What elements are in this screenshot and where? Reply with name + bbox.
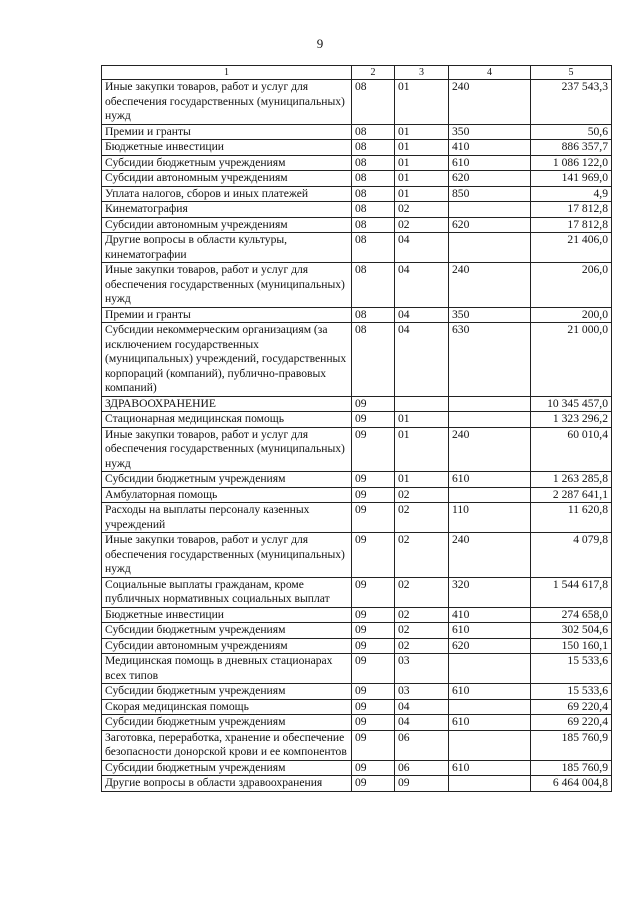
row-amount: 69 220,4 <box>531 699 612 715</box>
row-amount: 4 079,8 <box>531 533 612 578</box>
row-name: Премии и гранты <box>102 124 352 140</box>
table-row <box>102 684 612 700</box>
row-name: Субсидии некоммерческим организациям (за исключением государственных (муниципальных) учреждений, государственных корпораций (компаний), публично-правовых компаний) <box>102 323 352 397</box>
table-row <box>102 323 612 397</box>
column-header-name: 1 <box>102 66 352 80</box>
row-section: 08 <box>352 263 395 308</box>
column-header-amount: 5 <box>531 66 612 80</box>
row-name: Уплата налогов, сборов и иных платежей <box>102 186 352 202</box>
table-row <box>102 412 612 428</box>
column-header-subsection: 3 <box>395 66 449 80</box>
table-row <box>102 80 612 125</box>
page-number: 9 <box>316 36 324 51</box>
row-name: Иные закупки товаров, работ и услуг для обеспечения государственных (муниципальных) нужд <box>102 427 352 472</box>
table-row <box>102 503 612 533</box>
row-amount: 274 658,0 <box>531 607 612 623</box>
row-subsection: 03 <box>395 654 449 684</box>
row-name: Субсидии автономным учреждениям <box>102 171 352 187</box>
table-row <box>102 202 612 218</box>
row-section: 08 <box>352 140 395 156</box>
table-row <box>102 715 612 731</box>
row-expense-type: 610 <box>449 472 531 488</box>
row-subsection: 01 <box>395 124 449 140</box>
table-row <box>102 776 612 792</box>
row-subsection: 02 <box>395 577 449 607</box>
row-amount: 1 086 122,0 <box>531 155 612 171</box>
row-section: 09 <box>352 577 395 607</box>
table-row <box>102 140 612 156</box>
row-section: 09 <box>352 487 395 503</box>
row-name: Другие вопросы в области культуры, кинематографии <box>102 233 352 263</box>
row-expense-type <box>449 412 531 428</box>
row-subsection: 02 <box>395 217 449 233</box>
row-amount: 60 010,4 <box>531 427 612 472</box>
row-expense-type: 410 <box>449 607 531 623</box>
row-expense-type <box>449 396 531 412</box>
row-name: Субсидии бюджетным учреждениям <box>102 623 352 639</box>
row-name: Субсидии бюджетным учреждениям <box>102 155 352 171</box>
row-subsection: 02 <box>395 533 449 578</box>
table-row <box>102 623 612 639</box>
row-expense-type: 320 <box>449 577 531 607</box>
row-section: 09 <box>352 760 395 776</box>
row-name: Заготовка, переработка, хранение и обеспечение безопасности донорской крови и ее компонентов <box>102 730 352 760</box>
row-expense-type: 240 <box>449 533 531 578</box>
row-name: Премии и гранты <box>102 307 352 323</box>
row-name: Субсидии бюджетным учреждениям <box>102 472 352 488</box>
row-expense-type <box>449 776 531 792</box>
row-section: 09 <box>352 699 395 715</box>
row-section: 08 <box>352 124 395 140</box>
row-name: Социальные выплаты гражданам, кроме публичных нормативных социальных выплат <box>102 577 352 607</box>
row-subsection: 04 <box>395 715 449 731</box>
budget-table <box>101 65 612 792</box>
row-section: 08 <box>352 171 395 187</box>
row-subsection: 02 <box>395 638 449 654</box>
row-expense-type <box>449 699 531 715</box>
table-row <box>102 186 612 202</box>
table-row <box>102 472 612 488</box>
row-name: Бюджетные инвестиции <box>102 140 352 156</box>
row-amount: 302 504,6 <box>531 623 612 639</box>
row-expense-type: 610 <box>449 760 531 776</box>
row-subsection: 01 <box>395 472 449 488</box>
row-amount: 185 760,9 <box>531 730 612 760</box>
row-subsection: 01 <box>395 186 449 202</box>
table-row <box>102 307 612 323</box>
table-row <box>102 607 612 623</box>
row-expense-type: 620 <box>449 217 531 233</box>
row-subsection: 01 <box>395 171 449 187</box>
table-row <box>102 155 612 171</box>
row-expense-type: 610 <box>449 155 531 171</box>
row-subsection: 02 <box>395 623 449 639</box>
row-section: 08 <box>352 323 395 397</box>
row-section: 09 <box>352 472 395 488</box>
row-section: 09 <box>352 654 395 684</box>
row-name: Скорая медицинская помощь <box>102 699 352 715</box>
row-amount: 886 357,7 <box>531 140 612 156</box>
table-row <box>102 233 612 263</box>
row-expense-type: 620 <box>449 171 531 187</box>
row-expense-type: 110 <box>449 503 531 533</box>
row-section: 09 <box>352 607 395 623</box>
row-subsection: 06 <box>395 730 449 760</box>
row-subsection: 02 <box>395 487 449 503</box>
row-section: 08 <box>352 80 395 125</box>
column-header-section: 2 <box>352 66 395 80</box>
row-amount: 237 543,3 <box>531 80 612 125</box>
row-expense-type <box>449 233 531 263</box>
table-row <box>102 396 612 412</box>
row-amount: 15 533,6 <box>531 684 612 700</box>
row-section: 09 <box>352 412 395 428</box>
row-amount: 17 812,8 <box>531 217 612 233</box>
row-section: 09 <box>352 396 395 412</box>
row-amount: 1 263 285,8 <box>531 472 612 488</box>
row-amount: 6 464 004,8 <box>531 776 612 792</box>
row-subsection: 09 <box>395 776 449 792</box>
row-section: 09 <box>352 776 395 792</box>
row-section: 09 <box>352 503 395 533</box>
table-row <box>102 577 612 607</box>
table-row <box>102 533 612 578</box>
row-name: Кинематография <box>102 202 352 218</box>
row-name: Бюджетные инвестиции <box>102 607 352 623</box>
row-amount: 15 533,6 <box>531 654 612 684</box>
row-amount: 2 287 641,1 <box>531 487 612 503</box>
row-amount: 21 406,0 <box>531 233 612 263</box>
row-name: Иные закупки товаров, работ и услуг для обеспечения государственных (муниципальных) нужд <box>102 533 352 578</box>
table-row <box>102 427 612 472</box>
row-amount: 1 544 617,8 <box>531 577 612 607</box>
row-subsection: 04 <box>395 699 449 715</box>
row-section: 09 <box>352 533 395 578</box>
row-subsection: 02 <box>395 607 449 623</box>
row-expense-type: 610 <box>449 684 531 700</box>
row-name: Субсидии бюджетным учреждениям <box>102 760 352 776</box>
row-name: Другие вопросы в области здравоохранения <box>102 776 352 792</box>
row-subsection: 04 <box>395 263 449 308</box>
row-name: Стационарная медицинская помощь <box>102 412 352 428</box>
row-amount: 69 220,4 <box>531 715 612 731</box>
row-expense-type: 350 <box>449 307 531 323</box>
row-subsection: 04 <box>395 233 449 263</box>
row-name: Расходы на выплаты персоналу казенных учреждений <box>102 503 352 533</box>
table-row <box>102 654 612 684</box>
row-expense-type: 630 <box>449 323 531 397</box>
row-expense-type: 410 <box>449 140 531 156</box>
row-expense-type: 610 <box>449 715 531 731</box>
row-expense-type: 350 <box>449 124 531 140</box>
row-subsection: 01 <box>395 427 449 472</box>
row-amount: 17 812,8 <box>531 202 612 218</box>
row-name: Иные закупки товаров, работ и услуг для обеспечения государственных (муниципальных) нужд <box>102 80 352 125</box>
column-header-expense-type: 4 <box>449 66 531 80</box>
row-section: 09 <box>352 427 395 472</box>
row-amount: 150 160,1 <box>531 638 612 654</box>
row-expense-type <box>449 487 531 503</box>
row-section: 08 <box>352 186 395 202</box>
row-subsection: 03 <box>395 684 449 700</box>
row-subsection: 01 <box>395 155 449 171</box>
table-row <box>102 730 612 760</box>
row-section: 08 <box>352 233 395 263</box>
row-section: 09 <box>352 730 395 760</box>
row-section: 08 <box>352 155 395 171</box>
row-name: Амбулаторная помощь <box>102 487 352 503</box>
row-name: Субсидии автономным учреждениям <box>102 217 352 233</box>
row-subsection: 06 <box>395 760 449 776</box>
row-section: 09 <box>352 684 395 700</box>
table-row <box>102 217 612 233</box>
row-section: 08 <box>352 202 395 218</box>
table-row <box>102 760 612 776</box>
table-row <box>102 487 612 503</box>
row-expense-type: 620 <box>449 638 531 654</box>
row-amount: 200,0 <box>531 307 612 323</box>
row-expense-type: 240 <box>449 263 531 308</box>
table-row <box>102 263 612 308</box>
row-expense-type: 610 <box>449 623 531 639</box>
row-amount: 141 969,0 <box>531 171 612 187</box>
row-expense-type <box>449 730 531 760</box>
row-amount: 50,6 <box>531 124 612 140</box>
row-section: 09 <box>352 715 395 731</box>
row-subsection <box>395 396 449 412</box>
row-name: Медицинская помощь в дневных стационарах всех типов <box>102 654 352 684</box>
row-subsection: 04 <box>395 307 449 323</box>
row-expense-type: 240 <box>449 80 531 125</box>
row-name: ЗДРАВООХРАНЕНИЕ <box>102 396 352 412</box>
table-header-row <box>102 66 612 80</box>
row-amount: 11 620,8 <box>531 503 612 533</box>
row-expense-type <box>449 654 531 684</box>
row-section: 09 <box>352 638 395 654</box>
row-expense-type <box>449 202 531 218</box>
row-name: Субсидии автономным учреждениям <box>102 638 352 654</box>
row-name: Субсидии бюджетным учреждениям <box>102 684 352 700</box>
row-name: Субсидии бюджетным учреждениям <box>102 715 352 731</box>
row-amount: 1 323 296,2 <box>531 412 612 428</box>
row-amount: 206,0 <box>531 263 612 308</box>
row-subsection: 01 <box>395 140 449 156</box>
row-subsection: 01 <box>395 80 449 125</box>
row-amount: 21 000,0 <box>531 323 612 397</box>
row-amount: 10 345 457,0 <box>531 396 612 412</box>
row-subsection: 02 <box>395 202 449 218</box>
row-expense-type: 850 <box>449 186 531 202</box>
row-name: Иные закупки товаров, работ и услуг для обеспечения государственных (муниципальных) нужд <box>102 263 352 308</box>
table-row <box>102 171 612 187</box>
row-subsection: 01 <box>395 412 449 428</box>
table-row <box>102 699 612 715</box>
row-amount: 4,9 <box>531 186 612 202</box>
row-subsection: 02 <box>395 503 449 533</box>
row-amount: 185 760,9 <box>531 760 612 776</box>
table-row <box>102 638 612 654</box>
table-row <box>102 124 612 140</box>
row-section: 08 <box>352 307 395 323</box>
row-subsection: 04 <box>395 323 449 397</box>
row-section: 08 <box>352 217 395 233</box>
row-section: 09 <box>352 623 395 639</box>
row-expense-type: 240 <box>449 427 531 472</box>
